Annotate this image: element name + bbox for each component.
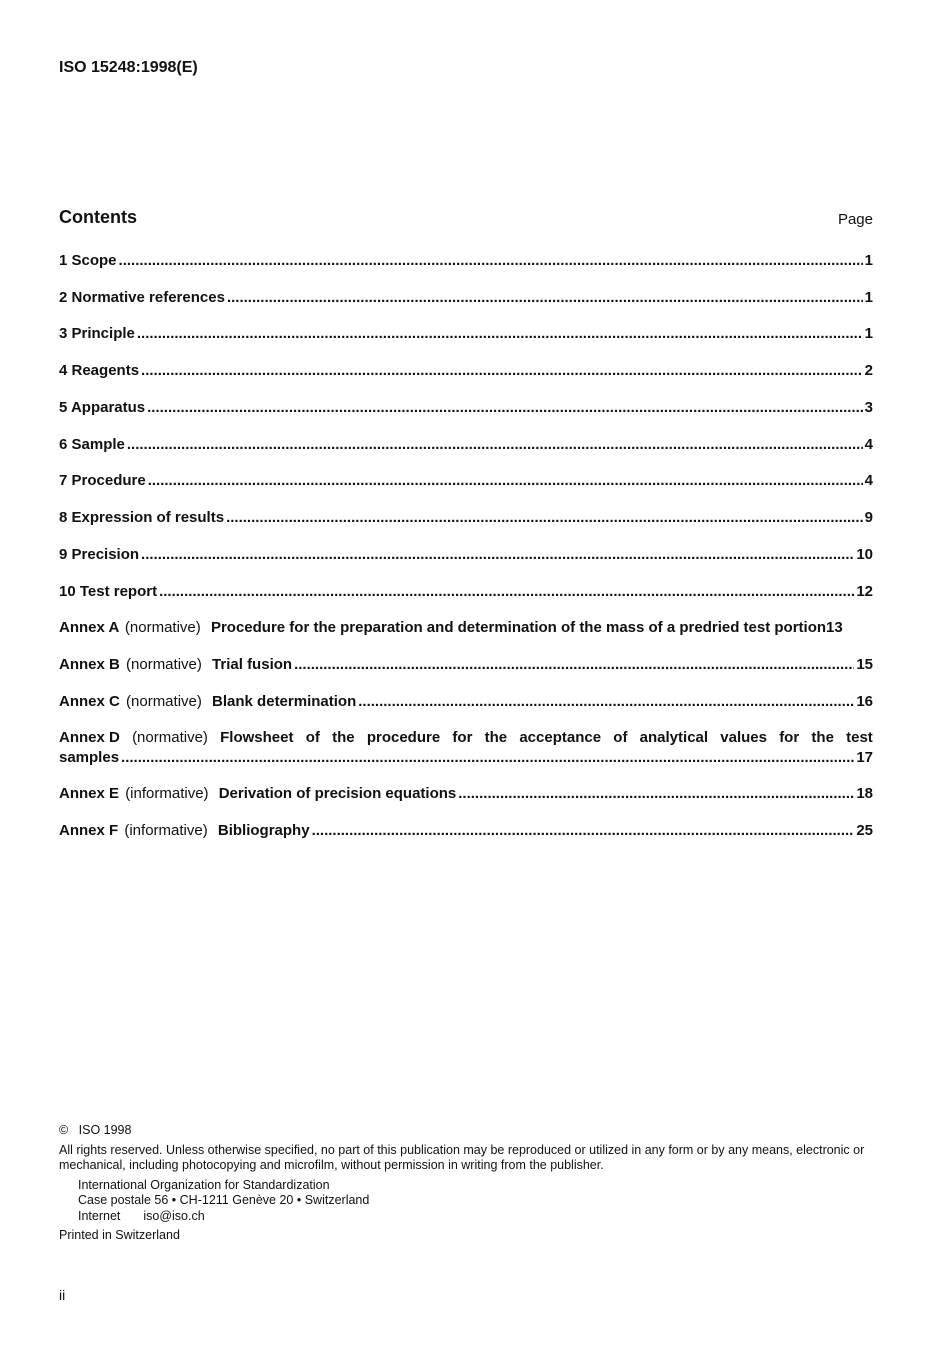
toc-page-number: 4 bbox=[864, 436, 873, 453]
toc-entry[interactable] bbox=[59, 251, 873, 271]
internet-label: Internet bbox=[78, 1208, 121, 1223]
annex-d-first-line bbox=[59, 728, 873, 748]
dot-leader bbox=[121, 748, 854, 768]
dot-leader bbox=[294, 655, 854, 675]
contents-header bbox=[59, 207, 873, 228]
toc-entry-title: 1 Scope bbox=[59, 252, 117, 269]
heading-word: the bbox=[811, 729, 834, 746]
heading-word: the bbox=[332, 729, 355, 746]
dot-leader bbox=[141, 361, 863, 381]
dot-leader bbox=[137, 324, 863, 344]
annex-label: Annex C bbox=[59, 693, 120, 710]
heading-word: procedure bbox=[366, 729, 441, 746]
toc-annex-a[interactable] bbox=[59, 618, 889, 638]
annex-kind: (normative) bbox=[126, 656, 202, 673]
toc-page-number: 13 bbox=[826, 619, 843, 636]
heading-word: the bbox=[484, 729, 508, 746]
document-id: ISO 15248:1998(E) bbox=[59, 59, 198, 76]
toc-entry[interactable] bbox=[59, 398, 873, 418]
toc-entry-title: 8 Expression of results bbox=[59, 509, 225, 526]
toc-page-number: 10 bbox=[856, 546, 873, 563]
dot-leader bbox=[227, 288, 863, 308]
heading-word: analytical bbox=[639, 729, 709, 746]
toc-entry[interactable] bbox=[59, 508, 873, 528]
toc-entry[interactable] bbox=[59, 435, 873, 455]
toc-annex-d[interactable] bbox=[59, 728, 873, 768]
rights-statement: All rights reserved. Unless otherwise specified, no part of this publication may be reproduced or utilized in any form or by any means, electronic or mechanical, including photocopying and microfilm, without permission in writing from the publisher. bbox=[59, 1142, 865, 1172]
toc-page-number: 1 bbox=[864, 252, 873, 269]
heading-word: test bbox=[846, 729, 873, 746]
annex-label: Annex B bbox=[59, 656, 120, 673]
internet-line bbox=[78, 1209, 889, 1225]
toc-entry-title: 7 Procedure bbox=[59, 472, 146, 489]
annex-label: Annex E bbox=[59, 785, 120, 802]
page-column-label: Page bbox=[837, 211, 873, 228]
dot-leader bbox=[127, 435, 863, 455]
toc-annex-b[interactable] bbox=[59, 655, 873, 675]
annex-kind: (normative) bbox=[132, 729, 208, 746]
dot-leader bbox=[141, 545, 854, 565]
org-postal-address: Case postale 56 • CH-1211 Genève 20 • Switzerland bbox=[78, 1193, 370, 1207]
toc-entry[interactable] bbox=[59, 545, 873, 565]
toc-annex-c[interactable] bbox=[59, 692, 873, 712]
heading-word: for bbox=[452, 729, 473, 746]
heading-word: for bbox=[779, 729, 800, 746]
heading-word: acceptance bbox=[519, 729, 602, 746]
annex-label: Annex D bbox=[59, 729, 120, 746]
publisher-address bbox=[59, 1178, 889, 1225]
toc-page-number: 15 bbox=[856, 656, 873, 673]
toc-page-number: 4 bbox=[864, 472, 873, 489]
toc-entry-title: 5 Apparatus bbox=[59, 399, 146, 416]
annex-heading: Blank determination bbox=[212, 693, 357, 710]
page-number: ii bbox=[59, 1287, 66, 1303]
toc-page-number: 2 bbox=[864, 362, 873, 379]
annex-kind: (informative) bbox=[125, 785, 209, 802]
dot-leader bbox=[147, 398, 863, 418]
heading-word: of bbox=[305, 729, 320, 746]
annex-kind: (informative) bbox=[124, 822, 208, 839]
toc-entry[interactable] bbox=[59, 288, 873, 308]
toc-entry[interactable] bbox=[59, 361, 873, 381]
toc-page-number: 1 bbox=[864, 325, 873, 342]
annex-label: Annex A bbox=[59, 619, 119, 636]
dot-leader bbox=[226, 508, 863, 528]
heading-word: values bbox=[720, 729, 767, 746]
annex-heading: Bibliography bbox=[217, 822, 310, 839]
toc-page-number: 3 bbox=[864, 399, 873, 416]
toc-entry-title: 10 Test report bbox=[59, 583, 158, 600]
annex-kind: (normative) bbox=[126, 693, 202, 710]
toc-entry-title: 2 Normative references bbox=[59, 289, 225, 306]
contents-title: Contents bbox=[59, 207, 137, 227]
dot-leader bbox=[312, 821, 855, 841]
toc-annex-f[interactable] bbox=[59, 821, 873, 841]
annex-label: Annex F bbox=[59, 822, 119, 839]
toc-entry-title: 3 Principle bbox=[59, 325, 135, 342]
dot-leader bbox=[358, 692, 854, 712]
org-name: International Organization for Standardization bbox=[78, 1177, 330, 1192]
copyright-footer bbox=[59, 1123, 889, 1244]
toc-entry-title: 4 Reagents bbox=[59, 362, 140, 379]
dot-leader bbox=[119, 251, 863, 271]
toc-entry-title: 9 Precision bbox=[59, 546, 140, 563]
toc-page-number: 17 bbox=[856, 749, 873, 766]
email-link[interactable]: iso@iso.ch bbox=[143, 1208, 205, 1223]
toc-page-number: 25 bbox=[856, 822, 873, 839]
toc-annex-e[interactable] bbox=[59, 784, 873, 804]
annex-heading: Trial fusion bbox=[212, 656, 293, 673]
annex-heading-continuation: samples bbox=[59, 749, 120, 766]
toc-page-number: 1 bbox=[864, 289, 873, 306]
heading-word: of bbox=[613, 729, 628, 746]
annex-heading: Procedure for the preparation and determination of the mass of a predried test portion bbox=[210, 619, 827, 636]
dot-leader bbox=[159, 582, 854, 602]
annex-heading: Derivation of precision equations bbox=[218, 785, 457, 802]
toc-page-number: 9 bbox=[864, 509, 873, 526]
dot-leader bbox=[148, 471, 863, 491]
toc-entry[interactable] bbox=[59, 582, 873, 602]
toc-page-number: 18 bbox=[856, 785, 873, 802]
toc-page-number: 12 bbox=[856, 583, 873, 600]
toc-entry[interactable] bbox=[59, 471, 873, 491]
toc-page-number: 16 bbox=[856, 693, 873, 710]
copyright-notice: © ISO 1998 bbox=[59, 1123, 132, 1137]
toc-entry-title: 6 Sample bbox=[59, 436, 125, 453]
dot-leader bbox=[458, 784, 854, 804]
annex-kind: (normative) bbox=[124, 619, 201, 636]
printed-in: Printed in Switzerland bbox=[59, 1228, 180, 1242]
toc-entry[interactable] bbox=[59, 324, 873, 344]
heading-word: Flowsheet bbox=[220, 729, 294, 746]
